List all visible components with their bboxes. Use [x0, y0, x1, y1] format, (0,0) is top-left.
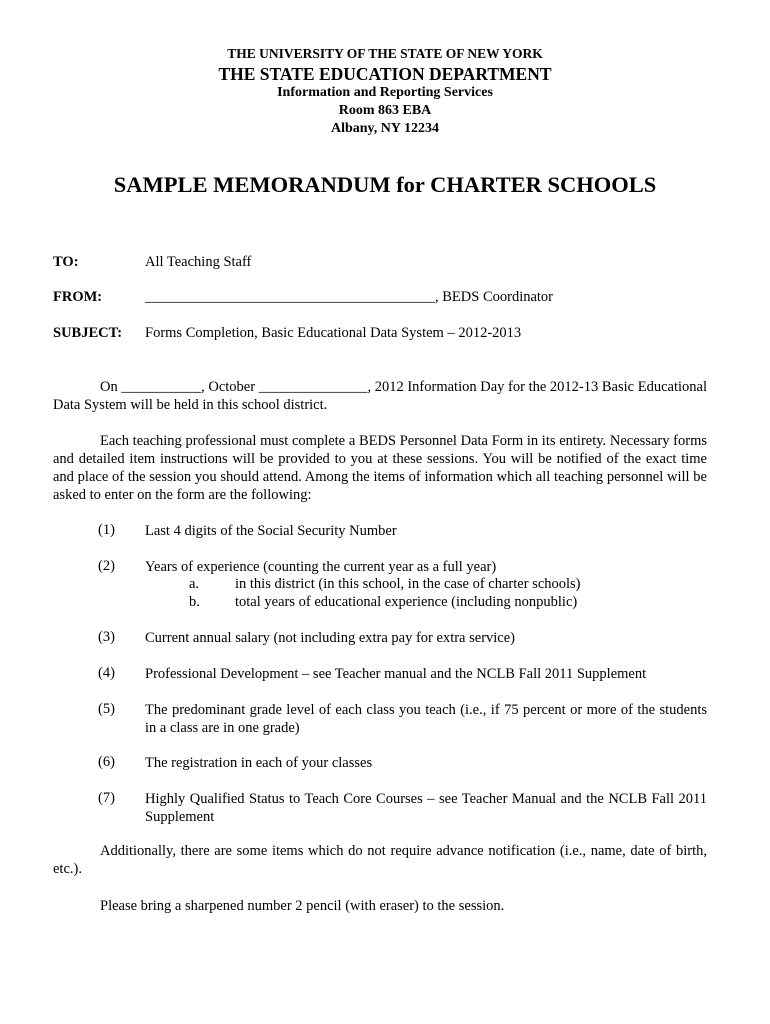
- page-title: SAMPLE MEMORANDUM for CHARTER SCHOOLS: [113, 172, 657, 197]
- subitem-text: in this district (in this school, in the case of charter schools): [235, 576, 581, 592]
- item-number: (4): [98, 665, 115, 681]
- subject-value: Forms Completion, Basic Educational Data System – 2012-2013: [145, 325, 522, 341]
- header-university: THE UNIVERSITY OF THE STATE OF NEW YORK: [227, 46, 543, 61]
- item-text: Current annual salary (not including extra pay for extra service): [145, 630, 516, 646]
- from-value: ________________________________________, BEDS Coordinator: [145, 289, 554, 305]
- paragraph-info-day: On ___________, October _______________, 2012 Information Day for the 2012-13 Basic Educational Data System will be held in this school district.: [53, 379, 707, 413]
- to-value: All Teaching Staff: [145, 254, 252, 270]
- item-number: (7): [98, 790, 115, 806]
- item-number: (6): [98, 754, 115, 770]
- item-number: (1): [98, 522, 115, 538]
- item-number: (3): [98, 629, 115, 645]
- item-number: (5): [98, 701, 115, 717]
- paragraph-instructions: Each teaching professional must complete a BEDS Personnel Data Form in its entirety. Necessary forms and detailed item instructions will be provided to you at these sessions. You will be notified of the exact time and place of the session you should attend. Among the items of information which all teaching personnel will be asked to enter on the form are the following:: [53, 433, 707, 503]
- paragraph-additional-items: Additionally, there are some items which do not require advance notification (i.e., name, date of birth, etc.).: [53, 843, 707, 877]
- to-label: TO:: [53, 254, 79, 270]
- item-text: Professional Development – see Teacher manual and the NCLB Fall 2011 Supplement: [145, 666, 647, 682]
- paragraph-pencil-reminder: Please bring a sharpened number 2 pencil (with eraser) to the session.: [100, 898, 505, 914]
- subitem-text: total years of educational experience (including nonpublic): [235, 594, 578, 610]
- item-text: Years of experience (counting the current year as a full year): [145, 559, 497, 575]
- header-department: THE STATE EDUCATION DEPARTMENT: [218, 64, 552, 84]
- subject-label: SUBJECT:: [53, 325, 123, 341]
- item-text: Last 4 digits of the Social Security Number: [145, 523, 397, 539]
- item-text: Highly Qualified Status to Teach Core Courses – see Teacher Manual and the NCLB Fall 2011 Supplement: [145, 791, 707, 825]
- from-label: FROM:: [53, 289, 103, 305]
- subitem-letter: a.: [189, 576, 200, 592]
- item-text: The predominant grade level of each class you teach (i.e., if 75 percent or more of the students in a class are in one grade): [145, 702, 707, 736]
- subitem-letter: b.: [189, 594, 200, 610]
- header-office: Information and Reporting Services: [277, 85, 493, 100]
- header-room: Room 863 EBA: [338, 103, 432, 118]
- header-city: Albany, NY 12234: [330, 121, 439, 136]
- item-text: The registration in each of your classes: [145, 755, 373, 771]
- item-number: (2): [98, 558, 115, 574]
